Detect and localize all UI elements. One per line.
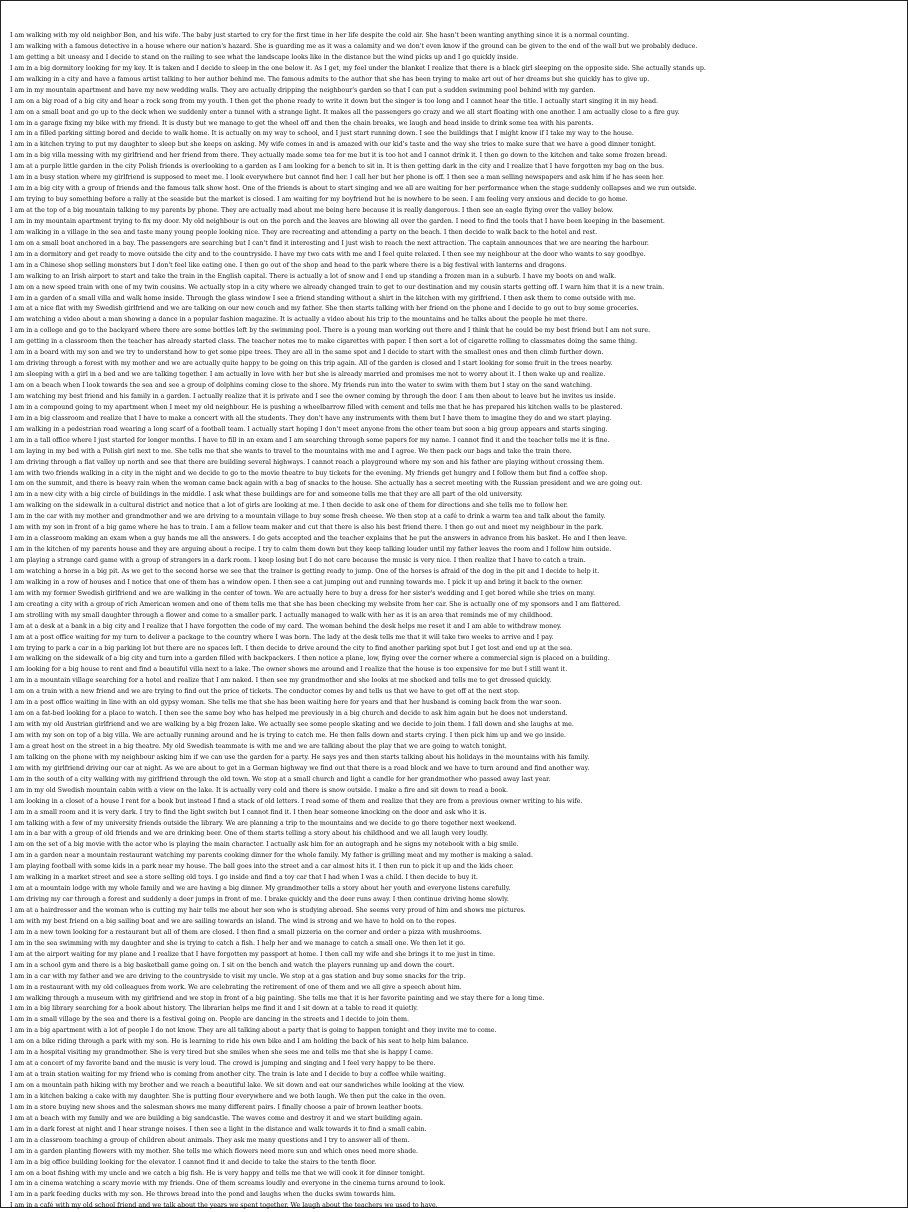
text-line: I am in a kitchen trying to put my daughter to sleep but she keeps on asking. My wife comes in and is amazed with our kid's taste and the way she tries to make sure that we have a good dinner tonight.	[10, 141, 656, 149]
text-line: I am walking in a village in the sea and taste many young people looking nice. They are recreating and attending a party on the beach. I then decide to walk back to the hotel and rest.	[10, 228, 598, 236]
text-line: I am walking on the sidewalk of a big city and turn into a garden filled with backpackers. I then notice a plane, low, flying over the corner where a commercial sign is placed on a building.	[10, 655, 610, 663]
text-line: I am in a new city with a big circle of buildings in the middle. I ask what these buildings are for and someone tells me that they are all part of the old university.	[10, 491, 523, 499]
text-line: I am walking with my old neighbor Ben, and his wife. The baby just started to cry for the first time in her life despite the cold air. She hasn't been wanting anything since it is a normal counting.	[10, 32, 630, 39]
text-line: I am on a train with a new friend and we are trying to find out the price of tickets. The conductor comes by and tells us that we have to get off at the next stop.	[10, 688, 520, 696]
text-line: I am on a new speed train with one of my twin cousins. We actually stop in a city where we already changed train to get to our destination and my cousin starts getting off. I warn him that it is a new train.	[10, 283, 665, 291]
text-line: I am getting a bit uneasy and I decide to stand on the railing to see what the landscape looks like in the distance but the wind picks up and I go quickly inside.	[10, 53, 519, 61]
text-line: I am in a store buying new shoes and the salesman shows me many different pairs. I finally choose a pair of brown leather boots.	[10, 1103, 423, 1111]
text-line: I am laying in my bed with a Polish girl next to me. She tells me that she wants to travel to the mountains with me and I agree. We then pack our bags and take the train there.	[10, 447, 572, 455]
text-line: I am in a mountain village searching for a hotel and realize that I am naked. I then see my grandmother and she looks at me shocked and tells me to get dressed quickly.	[10, 677, 552, 685]
text-line: I am in a garden near a mountain restaurant watching my parents cooking dinner for the whole family. My father is grilling meat and my mother is making a salad.	[10, 852, 533, 860]
text-line: I am in a Chinese shop selling monsters but I don't feel like eating one. I then go out of the shop and head to the park where there is a big festival with lanterns and dragons.	[10, 261, 567, 269]
text-line: I am in a garden of a small villa and walk home inside. Through the glass window I see a friend standing without a shirt in the kitchen with my girlfriend. I then ask them to come outside with me.	[10, 294, 636, 302]
text-line: I am on a small boat anchored in a bay. The passengers are searching but I can't find it interesting and I just wish to reach the next attraction. The captain announces that we are nearing the harbour.	[10, 239, 649, 247]
text-line: I am walking through a museum with my girlfriend and we stop in front of a big painting. She tells me that it is her favorite painting and we stay there for a long time.	[10, 994, 545, 1002]
text-line: I am in a big library searching for a book about history. The librarian helps me find it and I sit down at a table to read it quietly.	[10, 1005, 418, 1013]
text-line: I am in a café with my old school friend and we talk about the years we spent together. We laugh about the teachers we used to have.	[10, 1202, 438, 1210]
text-line: I am at the airport waiting for my plane and I realize that I have forgotten my passport at home. I then call my wife and she brings it to me just in time.	[10, 950, 496, 958]
text-line: I am in a bar with a group of old friends and we are drinking beer. One of them starts telling a story about his childhood and we all laugh very loudly.	[10, 830, 488, 838]
text-line: I am at a post office waiting for my turn to deliver a package to the country where I was born. The lady at the desk tells me that it will take two weeks to arrive and I pay.	[10, 633, 554, 641]
text-line: I am walking to an Irish airport to start and take the train in the English capital. There is actually a lot of snow and I end up standing a frozen man in a suburb. I have my boots on and walk.	[10, 272, 617, 280]
text-line: I am in a dormitory and get ready to move outside the city and to the countryside. I have my two cats with me and I feel quite relaxed. I then see my neighbour at the door who wants to say goodbye.	[10, 250, 646, 258]
text-line: I am with my old Austrian girlfriend and we are walking by a big frozen lake. We actually see some people skating and we decide to join them. I fall down and she laughs at me.	[10, 721, 574, 729]
text-line: I am in a garden planting flowers with my mother. She tells me which flowers need more sun and which ones need more shade.	[10, 1147, 419, 1155]
text-line: I am a great host on the street in a big theatre. My old Swedish teammate is with me and we are talking about the play that we are going to watch tonight.	[10, 742, 507, 750]
text-line: I am with my former Swedish girlfriend and we are walking in the center of town. We are actually here to buy a dress for her sister's wedding and I get bored while she tries on many.	[10, 589, 596, 597]
text-line: I am getting in a classroom then the teacher has already started class. The teacher notes me to make cigarettes with paper. I then sort a lot of cigarette rolling to classmates doing the same thing.	[10, 338, 637, 346]
text-line: I am on a big road of a big city and hear a rock song from my youth. I then get the phone ready to write it down but the singer is too long and I cannot hear the title. I actually start singing it in my head.	[10, 97, 658, 105]
text-line: I am in a car with my father and we are driving to the countryside to visit my uncle. We stop at a gas station and buy some snacks for the trip.	[10, 972, 466, 980]
text-line: I am in a small village by the sea and there is a festival going on. People are dancing in the streets and I decide to join them.	[10, 1016, 409, 1024]
text-line: I am driving through a forest with my mother and we are actually quite happy to be going on this trip again. All of the garden is closed and I start looking for some fruit in the trees nearby.	[10, 360, 613, 368]
text-line: I am on a bike riding through a park with my son. He is learning to ride his own bike and I am holding the back of his seat to help him balance.	[10, 1038, 469, 1046]
text-line: I am in a board with my son and we try to understand how to get some pipe trees. They are all in the same spot and I decide to start with the smallest ones and then climb further down.	[10, 349, 604, 357]
text-line: I am at a train station waiting for my friend who is coming from another city. The train is late and I decide to buy a coffee while waiting.	[10, 1071, 446, 1079]
text-line: I am talking on the phone with my neighbour asking him if we can use the garden for a party. He says yes and then starts talking about his holidays in the mountains with his family.	[10, 753, 590, 761]
text-line: I am on a fat-bed looking for a place to watch. I then see the same boy who has helped me previously in a big church and decide to ask him again but he does not understand.	[10, 710, 568, 718]
text-line: I am at the top of a big mountain talking to my parents by phone. They are actually mad about me being here because it is really dangerous. I then see an eagle flying over the valley below.	[10, 207, 614, 214]
text-line: I am in a compound going to my apartment when I meet my old neighbour. He is pushing a wheelbarrow filled with cement and tells me that he has prepared his kitchen walls to be plastered.	[10, 403, 623, 411]
text-line: I am in the sea swimming with my daughter and she is trying to catch a fish. I help her and we manage to catch a small one. We then let it go.	[10, 939, 465, 947]
text-line: I am in a big classroom and realize that I have to make a concert with all the students. They don't have any instruments with them but I have them to imagine they do and we start playing.	[10, 414, 612, 422]
text-line: I am watching my best friend and his family in a garden. I actually realize that it is private and I see the owner coming by through the door. I am then about to leave but he invites us inside.	[10, 392, 616, 400]
text-line: I am in a post office waiting in line with an old gypsy woman. She tells me that she has been waiting here for years and that her husband is coming back from the war soon.	[10, 699, 562, 707]
text-line: I am on a mountain path hiking with my brother and we reach a beautiful lake. We sit down and eat our sandwiches while looking at the view.	[10, 1082, 465, 1089]
text-line: I am at a concert of my favorite band and the music is very loud. The crowd is jumping and singing and I feel very happy to be there.	[10, 1060, 436, 1068]
text-line: I am in a kitchen baking a cake with my daughter. She is putting flour everywhere and we both laugh. We then put the cake in the oven.	[10, 1092, 446, 1100]
text-line: I am trying to park a car in a big parking lot but there are no spaces left. I then decide to drive around the city to find another parking spot but I get lost and end up at the sea.	[10, 644, 573, 652]
text-line: I am in my mountain apartment trying to fix my door. My old neighbour is out on the porch and the leaves are blowing all over the garden. I need to find the tools that I have been keeping in the basement.	[10, 217, 665, 225]
text-line: I am walking in a market street and see a store selling old toys. I go inside and find a toy car that I had when I was a child. I then decide to buy it.	[10, 874, 478, 882]
text-line: I am strolling with my small daughter through a flower and come to a smaller park. I actually managed to walk with her as it is an area that reminds me of my childhood.	[10, 611, 553, 619]
text-line: I am in a classroom making an exam when a guy hands me all the answers. I do gets accepted and the teacher explains that he put the answers in advance from his basket. He and I then leave.	[10, 535, 627, 543]
text-line: I am looking in a closet of a house I rent for a book but instead I find a stack of old letters. I read some of them and realize that they are from a previous owner writing to his wife.	[10, 797, 583, 805]
text-line: I am in a garage fixing my bike with my friend. It is dusty but we manage to get the wheel off and then the chain breaks, we laugh and head inside to drink some tea with his parents.	[10, 119, 594, 127]
text-line: I am in a big villa messing with my girlfriend and her friend from there. They actually made some tea for me but it is too hot and I cannot drink it. I then go down to the kitchen and take some frozen bread.	[10, 152, 668, 160]
text-line: I am walking on the sidewalk in a cultural district and notice that a lot of girls are looking at me. I then decide to ask one of them for directions and she tells me to follow her.	[10, 502, 568, 510]
text-line: I am with my son on top of a big villa. We are actually running around and he is trying to catch me. He then falls down and starts crying. I then pick him up and we go inside.	[10, 732, 566, 739]
text-line: I am in a big office building looking for the elevator. I cannot find it and decide to take the stairs to the tenth floor.	[10, 1158, 377, 1166]
text-line: I am in a filled parking sitting bored and decide to walk home. It is actually on my way to school, and I just start running down. I see the buildings that I might know if I take my way to the house.	[10, 130, 634, 138]
text-line: I am playing a strange card game with a group of strangers in a dark room. I keep losing but I do not care because the music is very nice. I then realize that I have to catch a train.	[10, 557, 586, 564]
text-line: I am in a dark forest at night and I hear strange noises. I then see a light in the distance and walk towards it to find a small cabin.	[10, 1125, 427, 1133]
text-line: I am with two friends walking in a city in the night and we decide to go to the movie theatre to buy tickets for the evening. My friends get hungry and I follow them but find a coffee shop.	[10, 469, 608, 477]
text-line: I am walking in a row of houses and I notice that one of them has a window open. I then see a cat jumping out and running towards me. I pick it up and bring it back to the owner.	[10, 578, 583, 586]
text-line: I am on the set of a big movie with the actor who is playing the main character. I actually ask him for an autograph and he signs my notebook with a big smile.	[10, 841, 519, 849]
text-line: I am on a boat fishing with my uncle and we catch a big fish. He is very happy and tells me that we will cook it for dinner tonight.	[10, 1169, 425, 1177]
text-line: I am in a classroom teaching a group of children about animals. They ask me many questions and I try to answer all of them.	[10, 1136, 410, 1144]
text-line: I am in the south of a city walking with my girlfriend through the old town. We stop at a small church and light a candle for her grandmother who passed away last year.	[10, 775, 551, 783]
text-line: I am talking with a few of my university friends outside the library. We are planning a trip to the mountains and we decide to go there together next weekend.	[10, 819, 517, 827]
text-line: I am at a mountain lodge with my whole family and we are having a big dinner. My grandmother tells a story about her youth and everyone listens carefully.	[10, 885, 511, 893]
text-line: I am in a big city with a group of friends and the famous talk show host. One of the friends is about to start singing and we all are waiting for her performance when the stage suddenly collapses and we run outside.	[10, 185, 697, 193]
text-body	[10, 31, 898, 1210]
text-line: I am driving through a flat valley up north and see that there are building several highways. I cannot reach a playground where my son and his father are playing without crossing them.	[10, 458, 605, 466]
text-line: I am in my mountain apartment and have my new wedding walls. They are actually dripping the neighbour's garden so that I can put a sudden swimming pool behind with my garden.	[10, 86, 596, 94]
text-line: I am in a small room and it is very dark. I try to find the light switch but I cannot find it. I then hear someone knocking on the door and ask who it is.	[10, 808, 487, 816]
text-line: I am in a school gym and there is a big basketball game going on. I sit on the bench and watch the players running up and down the court.	[10, 961, 455, 969]
text-line: I am walking in a pedestrian road wearing a long scarf of a football team. I actually start hoping I don't meet anyone from the other team but soon a big group appears and starts singing.	[10, 425, 608, 433]
text-line: I am with my girlfriend driving our car at night. As we are about to get in a German highway we find out that there is a road block and we have to turn around and find another way.	[10, 764, 590, 772]
text-line: I am in the kitchen of my parents house and they are arguing about a recipe. I try to calm them down but they keep talking louder until my father leaves the room and I follow him outside.	[10, 546, 612, 554]
text-line: I am watching a video about a man showing a dance in a popular fashion magazine. It is actually a video about his trip to the mountains and he talks about the people he met there.	[10, 316, 588, 324]
text-line: I am trying to buy something before a rally at the seaside but the market is closed. I am waiting for my boyfriend but he is nowhere to be seen. I am feeling very anxious and decide to go home.	[10, 196, 628, 204]
text-line: I am walking in a city and have a famous artist talking to her author behind me. The famous admits to the author that she has been trying to make art out of her dreams but she quickly has to give up.	[10, 75, 650, 83]
text-line: I am in a restaurant with my old colleagues from work. We are celebrating the retirement of one of them and we all give a speech about him.	[10, 983, 462, 991]
text-line: I am in a cinema watching a scary movie with my friends. One of them screams loudly and everyone in the cinema turns around to look.	[10, 1180, 446, 1188]
text-line: I am in the car with my mother and grandmother and we are driving to a mountain village to buy some fresh cheese. We then stop at a café to drink a warm tea and talk about the family.	[10, 513, 606, 521]
text-line: I am in a big dormitory looking for my key. It is taken and I decide to sleep in the one below it. As I get, my feel under the blanket I realize that there is a black girl sleeping on the opposite side. She actually stands up.	[10, 64, 706, 72]
text-line: I am on a beach when I look towards the sea and see a group of dolphins coming close to the shore. My friends run into the water to swim with them but I stay on the sand watching.	[10, 382, 593, 389]
text-line: I am in a college and go to the backyard where there are some bottles left by the swimming pool. There is a young man working out there and I think that he could be my best friend but I am not sure.	[10, 327, 651, 335]
text-line: I am at a purple little garden in the city Polish friends is overlooking to a garden as I am looking for a bench to sit in. It is then getting dark in the city and I realize that I have forgotten my bag on the bus.	[10, 163, 664, 171]
text-line: I am in a hospital visiting my grandmother. She is very tired but she smiles when she sees me and tells me that she is happy I came.	[10, 1049, 434, 1057]
text-line: I am on the summit, and there is heavy rain when the woman came back again with a bag of snacks to the house. She actually has a secret meeting with the Russian president and we are going out.	[10, 480, 643, 488]
text-line: I am creating a city with a group of rich American women and one of them tells me that she has been checking my website from her car. She is actually one of my sponsors and I am flattered.	[10, 600, 621, 608]
text-line: I am playing football with some kids in a park near my house. The ball goes into the street and a car almost hits it. I then run to pick it up and the kids cheer.	[10, 863, 514, 871]
text-line: I am in a big apartment with a lot of people I do not know. They are all talking about a party that is going to happen tonight and they invite me to come.	[10, 1027, 497, 1035]
text-line: I am driving my car through a forest and suddenly a deer jumps in front of me. I brake quickly and the deer runs away. I then continue driving home slowly.	[10, 896, 509, 904]
text-line: I am looking for a big house to rent and find a beautiful villa next to a lake. The owner shows me around and I realize that the house is too expensive for me but I still want it.	[10, 666, 568, 674]
text-line: I am watching a horse in a big pit. As we get to the second horse we see that the trainer is getting ready to jump. One of the horses is afraid of the dog in the pit and I decide to help it.	[10, 567, 600, 575]
text-line: I am in my old Swedish mountain cabin with a view on the lake. It is actually very cold and there is snow outside. I make a fire and sit down to read a book.	[10, 786, 508, 794]
text-line: I am with my best friend on a big sailing boat and we are sailing towards an island. The wind is strong and we have to hold on to the ropes.	[10, 917, 457, 925]
text-line: I am in a busy station where my girlfriend is supposed to meet me. I look everywhere but cannot find her. I call her but her phone is off. I then see a man selling newspapers and ask him if he has seen her.	[10, 174, 664, 182]
text-line: I am in a park feeding ducks with my son. He throws bread into the pond and laughs when the ducks swim towards him.	[10, 1191, 396, 1199]
text-line: I am on a small boat and go up to the deck when we suddenly enter a tunnel with a strange light. It makes all the passengers go crazy and we all start floating with one another. I am actually close to a fire guy.	[10, 108, 680, 116]
text-line: I am sleeping with a girl in a bed and we are talking together. I am actually in love with her but she is already married and promises me not to worry about it. I then wake up and realize.	[10, 371, 606, 379]
text-line: I am at a nice flat with my Swedish girlfriend and we are talking on our new couch and my father. She then starts talking with her friend on the phone and I decide to go out to buy some groceries.	[10, 305, 639, 313]
text-line: I am at a beach with my family and we are building a big sandcastle. The waves come and destroy it and we start building again.	[10, 1114, 423, 1122]
text-line: I am at a desk at a bank in a big city and I realize that I have forgotten the code of my card. The woman behind the desk helps me reset it and I am able to withdraw money.	[10, 622, 562, 630]
text-line: I am in a tall office where I just started for longer months. I have to fill in an exam and I am searching through some papers for my name. I cannot find it and the teacher tells me it is fine.	[10, 436, 610, 444]
text-line: I am with my son in front of a big game where he has to train. I am a fellow team maker and cut that there is also his best friend there. I then go out and meet my neighbour in the park.	[10, 524, 604, 532]
text-line: I am walking with a famous detective in a house where our nation's hazard. She is guarding me as it was a calamity and we don't even know if the ground can be given to the end of the wall but we probably deduce.	[10, 42, 698, 50]
text-line: I am at a hairdresser and the woman who is cutting my hair tells me about her son who is studying abroad. She seems very proud of him and shows me pictures.	[10, 907, 526, 914]
text-line: I am in a new town looking for a restaurant but all of them are closed. I then find a small pizzeria on the corner and order a pizza with mushrooms.	[10, 928, 482, 936]
